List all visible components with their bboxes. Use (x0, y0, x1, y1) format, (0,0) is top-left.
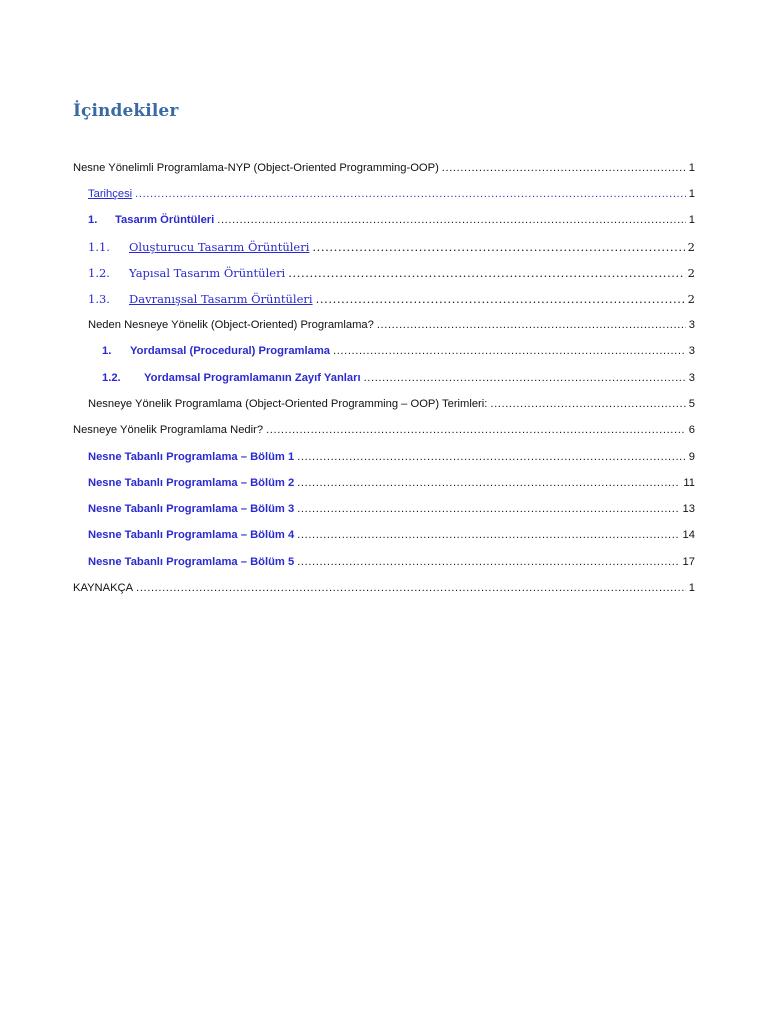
toc-entry-bolum-5[interactable] (88, 551, 695, 569)
toc-page-number: 6 (688, 424, 695, 436)
toc-page-number: 3 (688, 319, 695, 331)
toc-entry-label: Neden Nesneye Yönelik (Object-Oriented) Programlama? (88, 319, 374, 331)
toc-entry-olusturucu[interactable] (88, 236, 695, 254)
toc-page-number: 17 (682, 556, 695, 568)
toc-leader-dots (136, 581, 686, 595)
toc-leader-dots (442, 161, 686, 175)
toc-leader-dots (135, 187, 686, 201)
toc-entry-label: Nesne Tabanlı Programlama – Bölüm 5 (88, 556, 295, 568)
toc-entry-label: Nesne Tabanlı Programlama – Bölüm 3 (88, 503, 295, 515)
toc-entry-number: 1.2. (102, 372, 121, 384)
toc-entry-number: 1. (102, 345, 112, 357)
toc-entry-number: 1. (88, 214, 98, 226)
toc-entry-tarihcesi[interactable] (88, 183, 695, 201)
toc-leader-dots (297, 502, 679, 516)
toc-entry-label: Nesneye Yönelik Programlama (Object-Oriented Programming – OOP) Terimleri: (88, 398, 488, 410)
toc-leader-dots (297, 450, 686, 464)
toc-entry-davranissal[interactable] (88, 288, 695, 306)
toc-entry-yordamsal[interactable] (102, 340, 695, 358)
toc-page-number: 2 (687, 266, 695, 280)
toc-page-number: 3 (688, 372, 695, 384)
toc-leader-dots (490, 397, 685, 411)
toc-entry-yapisal[interactable] (88, 262, 695, 280)
toc-entry-bolum-1[interactable] (88, 446, 695, 464)
toc-leader-dots (297, 555, 679, 569)
toc-leader-dots (333, 344, 686, 358)
toc-entry-number: 1.2. (88, 266, 110, 280)
toc-leader-dots (288, 266, 684, 280)
toc-entry-label: Nesne Tabanlı Programlama – Bölüm 1 (88, 451, 295, 463)
toc-leader-dots (364, 371, 686, 385)
toc-page-number: 2 (687, 292, 695, 306)
toc-leader-dots (297, 528, 679, 542)
toc-entry-bolum-2[interactable] (88, 472, 695, 490)
toc-page-number: 1 (688, 162, 695, 174)
toc-title: İçindekiler (73, 101, 179, 121)
toc-leader-dots (266, 423, 686, 437)
toc-entry-label: Tasarım Örüntüleri (115, 214, 215, 226)
toc-entry-number: 1.3. (88, 292, 110, 306)
toc-entry-bolum-3[interactable] (88, 498, 695, 516)
toc-entry-label: Nesne Tabanlı Programlama – Bölüm 2 (88, 477, 295, 489)
toc-page-number: 14 (682, 529, 695, 541)
toc-leader-dots (377, 318, 686, 332)
toc-entry-label: Nesne Tabanlı Programlama – Bölüm 4 (88, 529, 295, 541)
toc-page-number: 11 (683, 477, 695, 489)
toc-entry-tasarim-oruntuleri[interactable] (88, 209, 695, 227)
toc-page-number: 13 (682, 503, 695, 515)
toc-entry-number: 1.1. (88, 240, 110, 254)
toc-entry-label: Nesneye Yönelik Programlama Nedir? (73, 424, 264, 436)
toc-entry-oop[interactable] (73, 157, 695, 175)
toc-entry-label: Yapısal Tasarım Örüntüleri (129, 266, 286, 280)
toc-entry-label: KAYNAKÇA (73, 582, 134, 594)
toc-leader-dots (297, 476, 680, 490)
toc-page-number: 3 (688, 345, 695, 357)
toc-entry-nedir[interactable] (73, 419, 695, 437)
toc-entry-neden-nesneye[interactable] (88, 314, 695, 332)
toc-entry-label: Tarihçesi (88, 188, 133, 200)
toc-entry-label: Yordamsal Programlamanın Zayıf Yanları (144, 372, 361, 384)
toc-page-number: 2 (687, 240, 695, 254)
toc-entry-label: Yordamsal (Procedural) Programlama (130, 345, 330, 357)
toc-entry-terimleri[interactable] (88, 393, 695, 411)
toc-leader-dots (312, 240, 684, 254)
toc-entry-label: Davranışsal Tasarım Örüntüleri (129, 292, 313, 306)
toc-entry-kaynakca[interactable] (73, 577, 695, 595)
toc-leader-dots (217, 213, 686, 227)
toc-page-number: 1 (688, 188, 695, 200)
toc-entry-zayif-yanlari[interactable] (102, 367, 695, 385)
toc-page-number: 1 (688, 214, 695, 226)
toc-entry-label: Nesne Yönelimli Programlama-NYP (Object-Oriented Programming-OOP) (73, 162, 439, 174)
toc-page-number: 5 (688, 398, 695, 410)
toc-leader-dots (316, 292, 685, 306)
toc-entry-label: Oluşturucu Tasarım Örüntüleri (129, 240, 310, 254)
toc-page-number: 1 (688, 582, 695, 594)
toc-page-number: 9 (688, 451, 695, 463)
toc-entry-bolum-4[interactable] (88, 524, 695, 542)
